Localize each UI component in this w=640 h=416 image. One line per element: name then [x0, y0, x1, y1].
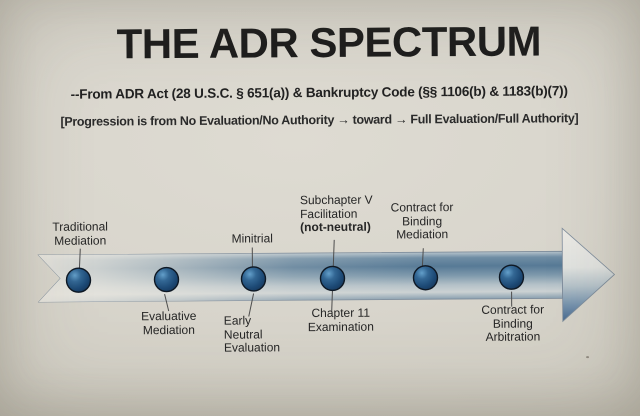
label-contract-binding-mediation: Contract for Binding Mediation: [390, 200, 454, 242]
label-chapter-11-examination: Chapter 11 Examination: [307, 305, 374, 334]
label-early-neutral-evaluation: Early Neutral Evaluation: [223, 313, 281, 355]
page-title: THE ADR SPECTRUM: [116, 17, 542, 68]
spectrum-node: [413, 266, 437, 290]
label-evaluative-mediation: Evaluative Mediation: [141, 308, 197, 337]
label-minitrial: Minitrial: [231, 231, 273, 246]
label-traditional-mediation: Traditional Mediation: [52, 219, 108, 248]
label-subchapter-v-text: Subchapter V Facilitation: [299, 192, 373, 221]
progression-note: [Progression is from No Evaluation/No Authority → toward → Full Evaluation/Full Authority]: [60, 111, 579, 129]
label-not-neutral-note: (not-neutral): [300, 219, 371, 235]
spectrum-node: [499, 265, 523, 289]
spectrum-node: [320, 266, 344, 290]
spectrum-node: [154, 267, 178, 291]
label-contract-binding-arbitration: Contract for Binding Arbitration: [481, 302, 545, 344]
statute-citation: --From ADR Act (28 U.S.C. § 651(a)) & Bankruptcy Code (§§ 1106(b) & 1183(b)(7)): [70, 83, 568, 102]
paper-speck: [586, 356, 589, 358]
spectrum-node: [241, 267, 265, 291]
label-subchapter-v-facilitation: [300, 194, 373, 235]
spectrum-node: [66, 268, 90, 292]
spectrum-arrow-head: [562, 228, 615, 321]
spectrum-arrow-body-sheen: [38, 251, 562, 302]
